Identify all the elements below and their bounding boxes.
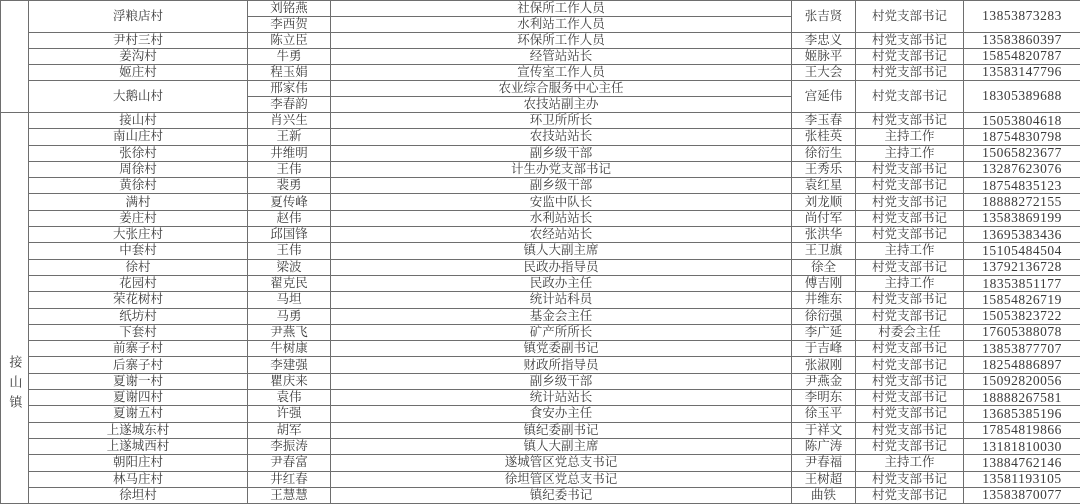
- contact-position-cell: 村党支部书记: [856, 406, 964, 422]
- phone-cell: 15854826719: [964, 292, 1080, 308]
- phone-cell: 15053804618: [964, 113, 1080, 129]
- staff-position-cell: 计生办党支部书记: [331, 161, 792, 177]
- contact-position-cell: 主持工作: [856, 275, 964, 291]
- village-cell: 黄徐村: [29, 178, 248, 194]
- staff-name-cell: 刘铭燕: [248, 1, 331, 17]
- table-row: [1, 129, 1080, 145]
- phone-cell: 13884762146: [964, 455, 1080, 471]
- staff-name-cell: 尹春富: [248, 455, 331, 471]
- staff-position-cell: 副乡级干部: [331, 178, 792, 194]
- staff-name-cell: 邢家伟: [248, 81, 331, 97]
- contact-name-cell: 李广延: [792, 324, 856, 340]
- table-row: [1, 81, 1080, 97]
- phone-cell: 13853877707: [964, 341, 1080, 357]
- staff-position-cell: 统计站站长: [331, 390, 792, 406]
- table-row: [1, 178, 1080, 194]
- contact-name-cell: 徐玉平: [792, 406, 856, 422]
- contact-position-cell: 村党支部书记: [856, 227, 964, 243]
- table-row: [1, 422, 1080, 438]
- contact-position-cell: 村党支部书记: [856, 1, 964, 33]
- contact-name-cell: 张洪华: [792, 227, 856, 243]
- table-row: [1, 308, 1080, 324]
- contact-position-cell: 村党支部书记: [856, 33, 964, 49]
- contact-name-cell: 李忠义: [792, 33, 856, 49]
- contact-name-cell: 李明东: [792, 390, 856, 406]
- contact-name-cell: 王大会: [792, 65, 856, 81]
- contact-position-cell: 村党支部书记: [856, 113, 964, 129]
- table-row: [1, 194, 1080, 210]
- table-row: [1, 210, 1080, 226]
- staff-name-cell: 夏传峰: [248, 194, 331, 210]
- contact-position-cell: 村党支部书记: [856, 178, 964, 194]
- staff-position-cell: 统计站科员: [331, 292, 792, 308]
- contact-name-cell: 曲铁: [792, 487, 856, 503]
- phone-cell: 13181810030: [964, 438, 1080, 454]
- village-cell: 上遂城西村: [29, 438, 248, 454]
- village-cell: 大张庄村: [29, 227, 248, 243]
- staff-name-cell: 尹燕飞: [248, 324, 331, 340]
- table-row: [1, 471, 1080, 487]
- staff-name-cell: 牛树康: [248, 341, 331, 357]
- village-cell: 浮粮店村: [29, 1, 248, 33]
- phone-cell: 18305389688: [964, 81, 1080, 113]
- contact-position-cell: 村党支部书记: [856, 81, 964, 113]
- staff-name-cell: 瞿庆来: [248, 373, 331, 389]
- contact-name-cell: 于祥文: [792, 422, 856, 438]
- contact-position-cell: 主持工作: [856, 145, 964, 161]
- staff-position-cell: 水利站站长: [331, 210, 792, 226]
- table-row: [1, 65, 1080, 81]
- contact-name-cell: 陈广涛: [792, 438, 856, 454]
- phone-cell: 15053823722: [964, 308, 1080, 324]
- staff-position-cell: 农业综合服务中心主任: [331, 81, 792, 97]
- village-cell: 林马庄村: [29, 471, 248, 487]
- contact-name-cell: 张桂英: [792, 129, 856, 145]
- contact-name-cell: 张吉贤: [792, 1, 856, 33]
- phone-cell: 15092820056: [964, 373, 1080, 389]
- staff-name-cell: 梁波: [248, 259, 331, 275]
- village-cell: 前寨子村: [29, 341, 248, 357]
- contact-name-cell: 徐衍生: [792, 145, 856, 161]
- staff-position-cell: 矿产所所长: [331, 324, 792, 340]
- village-cell: 夏谢一村: [29, 373, 248, 389]
- table-row: [1, 259, 1080, 275]
- town-cell: [1, 113, 29, 504]
- village-cell: 朝阳庄村: [29, 455, 248, 471]
- staff-name-cell: 程玉娟: [248, 65, 331, 81]
- contact-name-cell: 王秀乐: [792, 161, 856, 177]
- table-row: [1, 373, 1080, 389]
- staff-name-cell: 牛勇: [248, 49, 331, 65]
- staff-position-cell: 社保所工作人员: [331, 1, 792, 17]
- staff-position-cell: 经管站站长: [331, 49, 792, 65]
- staff-position-cell: 镇纪委书记: [331, 487, 792, 503]
- village-cell: 夏谢四村: [29, 390, 248, 406]
- village-cell: 姜沟村: [29, 49, 248, 65]
- table-row: [1, 292, 1080, 308]
- staff-name-cell: 李建强: [248, 357, 331, 373]
- staff-position-cell: 宣传室工作人员: [331, 65, 792, 81]
- contact-position-cell: 村党支部书记: [856, 438, 964, 454]
- table-row: [1, 243, 1080, 259]
- phone-cell: 18888267581: [964, 390, 1080, 406]
- staff-position-cell: 农经站站长: [331, 227, 792, 243]
- staff-name-cell: 王伟: [248, 161, 331, 177]
- staff-name-cell: 李春韵: [248, 97, 331, 113]
- staff-name-cell: 赵伟: [248, 210, 331, 226]
- contact-position-cell: 主持工作: [856, 129, 964, 145]
- phone-cell: 13792136728: [964, 259, 1080, 275]
- village-cell: 荣花树村: [29, 292, 248, 308]
- town-label: 接山镇: [8, 355, 22, 415]
- contact-position-cell: 主持工作: [856, 243, 964, 259]
- phone-cell: 13581193105: [964, 471, 1080, 487]
- contact-name-cell: 姬脉平: [792, 49, 856, 65]
- village-cell: 接山村: [29, 113, 248, 129]
- staff-name-cell: 肖兴生: [248, 113, 331, 129]
- village-cell: 尹村三村: [29, 33, 248, 49]
- contact-position-cell: 村委会主任: [856, 324, 964, 340]
- phone-cell: 18754835123: [964, 178, 1080, 194]
- contact-name-cell: 尹燕金: [792, 373, 856, 389]
- staff-name-cell: 裴勇: [248, 178, 331, 194]
- phone-cell: 13695383436: [964, 227, 1080, 243]
- contact-name-cell: 傅吉刚: [792, 275, 856, 291]
- phone-cell: 13287623076: [964, 161, 1080, 177]
- village-cell: 徐村: [29, 259, 248, 275]
- staff-name-cell: 马勇: [248, 308, 331, 324]
- phone-cell: 18888272155: [964, 194, 1080, 210]
- table-row: [1, 113, 1080, 129]
- contact-name-cell: 徐衍强: [792, 308, 856, 324]
- village-cell: 徐坦村: [29, 487, 248, 503]
- contact-position-cell: 村党支部书记: [856, 471, 964, 487]
- contact-name-cell: 徐全: [792, 259, 856, 275]
- staff-name-cell: 王慧慧: [248, 487, 331, 503]
- phone-cell: 17605388078: [964, 324, 1080, 340]
- staff-name-cell: 王新: [248, 129, 331, 145]
- contact-name-cell: 王卫旗: [792, 243, 856, 259]
- contact-name-cell: 于吉峰: [792, 341, 856, 357]
- contact-position-cell: 村党支部书记: [856, 422, 964, 438]
- table-row: [1, 49, 1080, 65]
- contact-name-cell: 尚付军: [792, 210, 856, 226]
- contact-position-cell: 主持工作: [856, 455, 964, 471]
- phone-cell: 18353851177: [964, 275, 1080, 291]
- phone-cell: 15065823677: [964, 145, 1080, 161]
- staff-name-cell: 陈立臣: [248, 33, 331, 49]
- staff-position-cell: 基金会主任: [331, 308, 792, 324]
- contact-position-cell: 村党支部书记: [856, 161, 964, 177]
- table-row: [1, 33, 1080, 49]
- staff-name-cell: 袁伟: [248, 390, 331, 406]
- contact-position-cell: 村党支部书记: [856, 292, 964, 308]
- phone-cell: 17854819866: [964, 422, 1080, 438]
- phone-cell: 13583147796: [964, 65, 1080, 81]
- staff-position-cell: 副乡级干部: [331, 145, 792, 161]
- staff-position-cell: 民政办指导员: [331, 259, 792, 275]
- phone-cell: 18254886897: [964, 357, 1080, 373]
- staff-name-cell: 井维明: [248, 145, 331, 161]
- phone-cell: 13853873283: [964, 1, 1080, 33]
- table-row: [1, 227, 1080, 243]
- contact-name-cell: 张淑刚: [792, 357, 856, 373]
- table-row: [1, 438, 1080, 454]
- staff-position-cell: 环卫所所长: [331, 113, 792, 129]
- contact-position-cell: 村党支部书记: [856, 65, 964, 81]
- village-cell: 张徐村: [29, 145, 248, 161]
- contact-position-cell: 村党支部书记: [856, 487, 964, 503]
- staff-position-cell: 财政所指导员: [331, 357, 792, 373]
- table-row: [1, 390, 1080, 406]
- staff-name-cell: 李振涛: [248, 438, 331, 454]
- village-cell: 南山庄村: [29, 129, 248, 145]
- staff-name-cell: 马坦: [248, 292, 331, 308]
- contact-position-cell: 村党支部书记: [856, 49, 964, 65]
- contact-position-cell: 村党支部书记: [856, 357, 964, 373]
- table-row: [1, 275, 1080, 291]
- village-cell: 周徐村: [29, 161, 248, 177]
- phone-cell: 13583860397: [964, 33, 1080, 49]
- village-cell: 纸坊村: [29, 308, 248, 324]
- staff-position-cell: 镇纪委副书记: [331, 422, 792, 438]
- staff-position-cell: 农技站副主办: [331, 97, 792, 113]
- staff-position-cell: 环保所工作人员: [331, 33, 792, 49]
- village-cell: 花园村: [29, 275, 248, 291]
- table-row: [1, 455, 1080, 471]
- village-cell: 姜庄村: [29, 210, 248, 226]
- contact-position-cell: 村党支部书记: [856, 308, 964, 324]
- contact-position-cell: 村党支部书记: [856, 210, 964, 226]
- phone-cell: 15854820787: [964, 49, 1080, 65]
- staff-name-cell: 邱国锋: [248, 227, 331, 243]
- table-row: [1, 487, 1080, 503]
- staff-position-cell: 镇人大副主席: [331, 438, 792, 454]
- table-row: [1, 406, 1080, 422]
- contact-position-cell: 村党支部书记: [856, 341, 964, 357]
- village-cell: 满村: [29, 194, 248, 210]
- contact-name-cell: 井维东: [792, 292, 856, 308]
- contact-position-cell: 村党支部书记: [856, 194, 964, 210]
- staff-position-cell: 徐坦管区党总支书记: [331, 471, 792, 487]
- town-cell: [1, 1, 29, 113]
- contact-name-cell: 尹春福: [792, 455, 856, 471]
- village-cell: 姬庄村: [29, 65, 248, 81]
- staff-position-cell: 民政办主任: [331, 275, 792, 291]
- staff-name-cell: 胡军: [248, 422, 331, 438]
- staff-position-cell: 副乡级干部: [331, 373, 792, 389]
- village-cell: 下套村: [29, 324, 248, 340]
- staff-position-cell: 水利站工作人员: [331, 17, 792, 33]
- staff-position-cell: 安监中队长: [331, 194, 792, 210]
- table-row: [1, 341, 1080, 357]
- village-cell: 大鹅山村: [29, 81, 248, 113]
- staff-position-cell: 镇党委副书记: [331, 341, 792, 357]
- phone-cell: 18754830798: [964, 129, 1080, 145]
- staff-position-cell: 镇人大副主席: [331, 243, 792, 259]
- contact-name-cell: 李玉春: [792, 113, 856, 129]
- phone-cell: 13685385196: [964, 406, 1080, 422]
- staff-position-cell: 食安办主任: [331, 406, 792, 422]
- staff-name-cell: 井红春: [248, 471, 331, 487]
- staff-name-cell: 王伟: [248, 243, 331, 259]
- village-cell: 夏谢五村: [29, 406, 248, 422]
- contact-position-cell: 村党支部书记: [856, 373, 964, 389]
- table-row: [1, 324, 1080, 340]
- table-row: [1, 1, 1080, 17]
- village-cell: 中套村: [29, 243, 248, 259]
- contact-position-cell: 村党支部书记: [856, 390, 964, 406]
- staff-position-cell: 遂城管区党总支书记: [331, 455, 792, 471]
- phone-cell: 13583870077: [964, 487, 1080, 503]
- table-row: [1, 145, 1080, 161]
- contact-name-cell: 宫延伟: [792, 81, 856, 113]
- staff-position-cell: 农技站站长: [331, 129, 792, 145]
- staff-name-cell: 翟克民: [248, 275, 331, 291]
- village-cell: 上遂城东村: [29, 422, 248, 438]
- phone-cell: 13583869199: [964, 210, 1080, 226]
- table-body: [1, 1, 1080, 504]
- table-row: [1, 357, 1080, 373]
- staff-name-cell: 李西贺: [248, 17, 331, 33]
- contact-name-cell: 袁红星: [792, 178, 856, 194]
- phone-cell: 15105484504: [964, 243, 1080, 259]
- contact-position-cell: 村党支部书记: [856, 259, 964, 275]
- table-row: [1, 161, 1080, 177]
- village-cell: 后寨子村: [29, 357, 248, 373]
- staff-name-cell: 许强: [248, 406, 331, 422]
- contact-name-cell: 王树超: [792, 471, 856, 487]
- contact-name-cell: 刘龙顺: [792, 194, 856, 210]
